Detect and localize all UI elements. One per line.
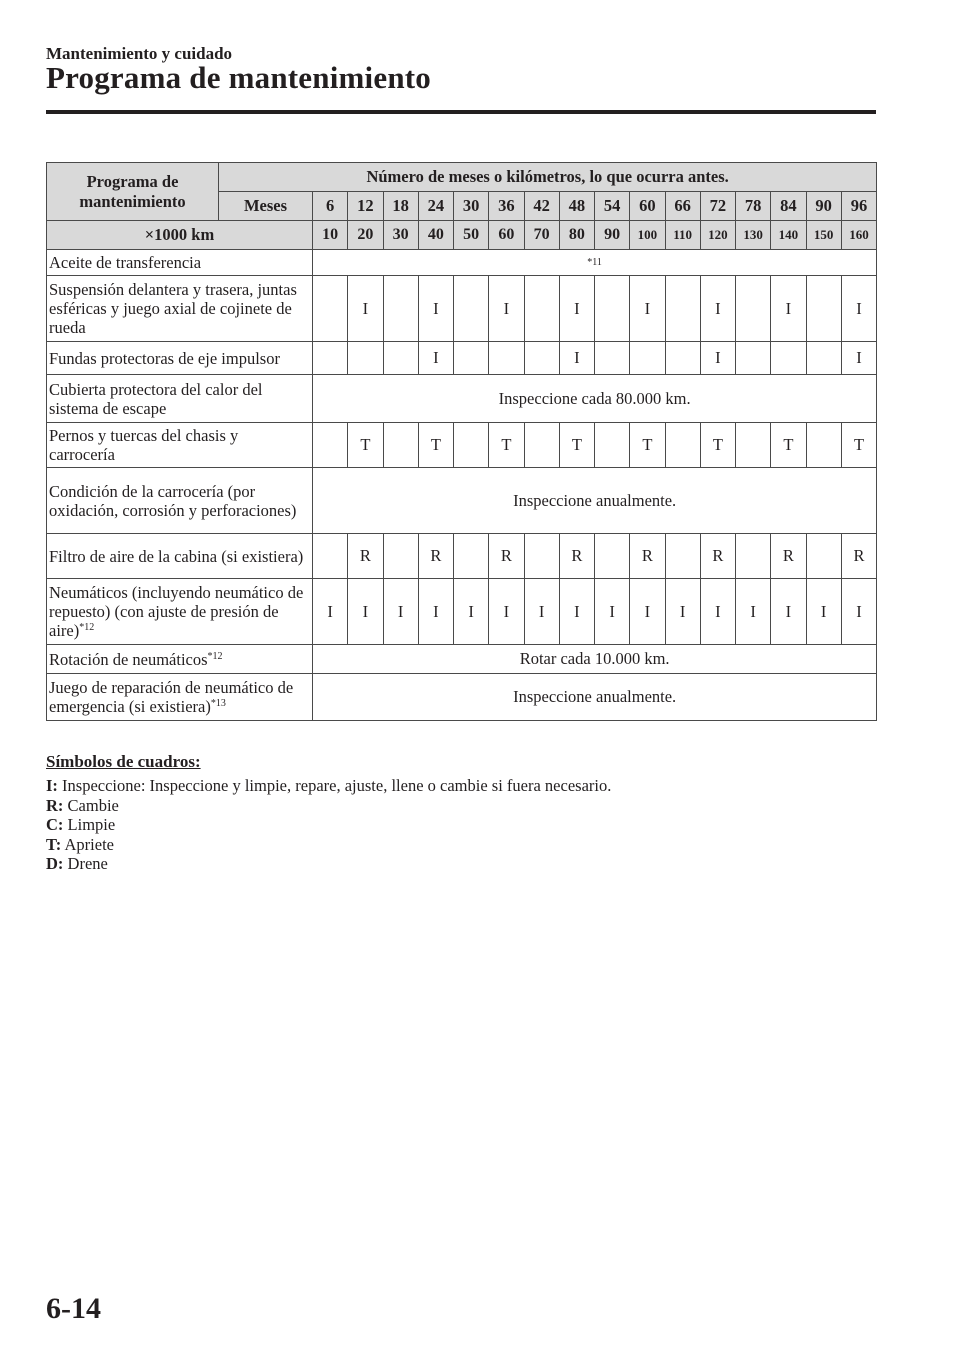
month-header: 54 <box>595 192 630 221</box>
legend-key: R: <box>46 795 64 815</box>
legend-text: Apriete <box>64 834 114 854</box>
schedule-cell <box>489 342 524 375</box>
month-header: 90 <box>806 192 841 221</box>
schedule-cell <box>736 423 771 468</box>
legend-title: Símbolos de cuadros: <box>46 752 201 771</box>
table-row <box>47 468 877 534</box>
schedule-cell <box>665 276 700 342</box>
schedule-cell: T <box>489 423 524 468</box>
table-row <box>47 674 877 721</box>
row-label-text: Juego de reparación de neumático de emergencia (si existiera) <box>49 678 294 716</box>
schedule-cell <box>806 276 841 342</box>
schedule-cell: I <box>348 276 383 342</box>
schedule-cell: I <box>418 579 453 645</box>
row-label <box>47 534 313 579</box>
km-header: 80 <box>559 221 594 250</box>
legend-key: I: <box>46 776 58 795</box>
table-corner-label: Programa de mantenimiento <box>47 163 219 221</box>
schedule-cell <box>806 423 841 468</box>
legend-item <box>46 815 611 835</box>
schedule-cell: T <box>348 423 383 468</box>
legend-key: D: <box>46 854 64 873</box>
row-label-text: Fundas protectoras de eje impulsor <box>49 348 280 368</box>
row-label <box>47 276 313 342</box>
legend-item <box>46 835 611 855</box>
km-header: 120 <box>700 221 735 250</box>
legend-key: C: <box>46 815 64 834</box>
schedule-cell <box>595 276 630 342</box>
schedule-cell <box>383 423 418 468</box>
page-number: 6-14 <box>46 1292 101 1325</box>
footnote-ref: *12 <box>79 622 95 633</box>
schedule-cell <box>630 342 665 375</box>
month-header: 48 <box>559 192 594 221</box>
schedule-cell <box>665 423 700 468</box>
section-label: Mantenimiento y cuidado <box>46 44 233 63</box>
month-header: 18 <box>383 192 418 221</box>
page-title: Programa de mantenimiento <box>46 60 431 95</box>
schedule-cell <box>665 342 700 375</box>
schedule-cell <box>313 276 348 342</box>
legend-list <box>46 776 611 874</box>
row-label-text: Cubierta protectora del calor del sistema de escape <box>49 379 263 418</box>
km-header: 90 <box>595 221 630 250</box>
schedule-cell <box>313 423 348 468</box>
month-header: 30 <box>454 192 489 221</box>
month-header: 66 <box>665 192 700 221</box>
table-row <box>47 423 877 468</box>
month-header: 96 <box>841 192 877 221</box>
month-header: 60 <box>630 192 665 221</box>
month-header: 36 <box>489 192 524 221</box>
legend-key: T: <box>46 834 62 854</box>
schedule-cell <box>454 276 489 342</box>
schedule-cell: I <box>524 579 559 645</box>
schedule-cell: I <box>489 579 524 645</box>
row-label <box>47 579 313 645</box>
schedule-cell: I <box>771 276 806 342</box>
schedule-cell: R <box>700 534 735 579</box>
schedule-cell: I <box>841 342 877 375</box>
schedule-cell <box>736 534 771 579</box>
schedule-cell: R <box>841 534 877 579</box>
schedule-cell: I <box>841 276 877 342</box>
schedule-cell <box>313 342 348 375</box>
schedule-cell <box>454 423 489 468</box>
km-header: 140 <box>771 221 806 250</box>
schedule-cell: I <box>771 579 806 645</box>
schedule-cell: I <box>313 579 348 645</box>
schedule-cell: T <box>700 423 735 468</box>
month-header: 24 <box>418 192 453 221</box>
legend-text: Inspeccione: Inspeccione y limpie, repare, ajuste, llene o cambie si fuera necesario. <box>62 776 612 795</box>
schedule-cell: R <box>559 534 594 579</box>
row-label <box>47 645 313 674</box>
schedule-cell: I <box>489 276 524 342</box>
km-header: 70 <box>524 221 559 250</box>
schedule-cell: I <box>806 579 841 645</box>
table-row <box>47 375 877 423</box>
table-row <box>47 579 877 645</box>
schedule-cell: I <box>841 579 877 645</box>
schedule-cell <box>595 423 630 468</box>
table-row <box>47 250 877 276</box>
schedule-cell <box>383 534 418 579</box>
schedule-cell: I <box>665 579 700 645</box>
km-header: 50 <box>454 221 489 250</box>
schedule-span-text: Inspeccione anualmente. <box>313 674 877 721</box>
km-header: 100 <box>630 221 665 250</box>
schedule-cell: T <box>630 423 665 468</box>
schedule-cell <box>524 276 559 342</box>
table-row <box>47 534 877 579</box>
row-label <box>47 468 313 534</box>
table-row <box>47 342 877 375</box>
legend-item <box>46 796 611 816</box>
schedule-cell: R <box>771 534 806 579</box>
schedule-cell: T <box>771 423 806 468</box>
schedule-cell: R <box>348 534 383 579</box>
km-header: 150 <box>806 221 841 250</box>
schedule-cell: I <box>700 276 735 342</box>
schedule-cell: R <box>418 534 453 579</box>
schedule-cell: I <box>595 579 630 645</box>
schedule-cell <box>595 342 630 375</box>
table-row <box>47 276 877 342</box>
schedule-cell: I <box>630 579 665 645</box>
schedule-cell: I <box>559 579 594 645</box>
legend-text: Cambie <box>67 795 119 815</box>
schedule-cell <box>595 534 630 579</box>
schedule-cell: I <box>700 342 735 375</box>
maintenance-schedule-table <box>46 162 877 721</box>
month-header: 78 <box>736 192 771 221</box>
row-label <box>47 375 313 423</box>
km-header: 110 <box>665 221 700 250</box>
schedule-cell <box>806 342 841 375</box>
schedule-cell: T <box>841 423 877 468</box>
schedule-cell: I <box>418 276 453 342</box>
row-label <box>47 342 313 375</box>
footnote-ref: *12 <box>207 650 223 662</box>
schedule-cell <box>524 342 559 375</box>
schedule-cell: I <box>348 579 383 645</box>
schedule-cell <box>736 342 771 375</box>
months-label: Meses <box>219 192 313 221</box>
km-header: 20 <box>348 221 383 250</box>
footnote-ref: *11 <box>587 257 602 268</box>
month-header: 84 <box>771 192 806 221</box>
schedule-cell <box>454 534 489 579</box>
schedule-cell: R <box>489 534 524 579</box>
schedule-cell: I <box>454 579 489 645</box>
schedule-cell <box>806 534 841 579</box>
row-label-text: Pernos y tuercas del chasis y carrocería <box>49 426 239 464</box>
schedule-cell: I <box>700 579 735 645</box>
row-label-text: Aceite de transferencia <box>49 253 202 272</box>
footnote-ref: *13 <box>210 698 226 709</box>
schedule-cell <box>383 342 418 375</box>
km-header: 10 <box>313 221 348 250</box>
km-label: ×1000 km <box>47 221 313 250</box>
row-label <box>47 423 313 468</box>
row-label-text: Neumáticos (incluyendo neumático de repuesto) (con ajuste de presión de aire) <box>49 583 304 640</box>
table-span-header: Número de meses o kilómetros, lo que ocurra antes. <box>219 163 877 192</box>
month-header: 72 <box>700 192 735 221</box>
schedule-cell <box>736 276 771 342</box>
schedule-cell <box>348 342 383 375</box>
row-label-text: Filtro de aire de la cabina (si existiera) <box>49 546 304 566</box>
schedule-span-note <box>313 250 877 276</box>
row-label-text: Rotación de neumáticos <box>49 649 208 669</box>
month-header: 6 <box>313 192 348 221</box>
schedule-cell: I <box>559 342 594 375</box>
km-header: 30 <box>383 221 418 250</box>
schedule-cell <box>313 534 348 579</box>
schedule-cell: I <box>559 276 594 342</box>
row-label-text: Suspensión delantera y trasera, juntas esféricas y juego axial de cojinete de rueda <box>49 280 297 337</box>
km-header: 60 <box>489 221 524 250</box>
row-label <box>47 250 313 276</box>
schedule-span-text: Rotar cada 10.000 km. <box>313 645 877 674</box>
legend-item <box>46 854 611 874</box>
legend-text: Limpie <box>67 815 116 834</box>
schedule-cell: I <box>383 579 418 645</box>
schedule-cell: T <box>418 423 453 468</box>
row-label-text: Condición de la carrocería (por oxidación, corrosión y perforaciones) <box>49 481 297 520</box>
legend-item <box>46 776 611 796</box>
title-divider <box>46 110 876 114</box>
schedule-cell <box>524 423 559 468</box>
schedule-cell <box>524 534 559 579</box>
schedule-span-text: Inspeccione cada 80.000 km. <box>313 375 877 423</box>
schedule-cell <box>383 276 418 342</box>
schedule-cell: R <box>630 534 665 579</box>
schedule-cell: I <box>630 276 665 342</box>
schedule-cell <box>665 534 700 579</box>
legend-text: Drene <box>67 854 108 873</box>
month-header: 42 <box>524 192 559 221</box>
month-header: 12 <box>348 192 383 221</box>
schedule-span-text: Inspeccione anualmente. <box>313 468 877 534</box>
km-header: 40 <box>418 221 453 250</box>
km-header: 160 <box>841 221 877 250</box>
schedule-cell: I <box>736 579 771 645</box>
table-row <box>47 645 877 674</box>
schedule-cell <box>771 342 806 375</box>
km-header: 130 <box>736 221 771 250</box>
schedule-cell: I <box>418 342 453 375</box>
schedule-cell: T <box>559 423 594 468</box>
schedule-cell <box>454 342 489 375</box>
row-label <box>47 674 313 721</box>
